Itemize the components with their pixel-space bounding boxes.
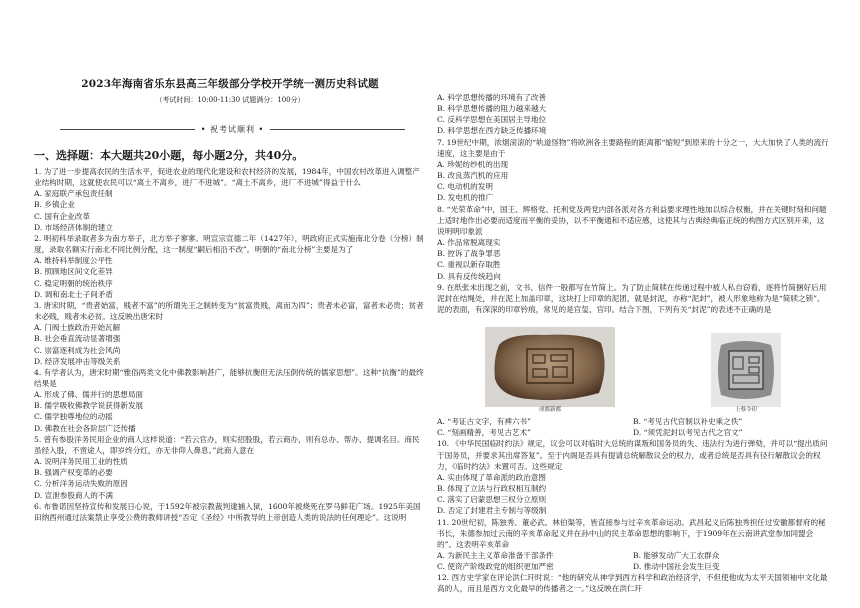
option-text: A. 家庭联产承包责任制: [34, 189, 113, 199]
section-heading: 一、选择题：本大题共20小题，每小题2分，共40分。: [34, 149, 304, 162]
figure-clay-seal-1: [485, 327, 615, 414]
question-text: 9. 在纸张未出现之前，文书、信件一般都写在竹简上。为了防止简牍在传递过程中被人私自窃看，逐将竹简捆好后用泥封在结绳处，并在泥上加盖印章，这块打上印章的泥团，就是封泥，亦称“泥封”，被人形象地称为是“简牍之锁”。泥的表面，有深深的印章钤痕，常见的是官玺、官印。结合下图，下列有关“封泥”的表述不正确的是: [437, 282, 827, 314]
question-text: 7. 19世纪中期，浓烟滚滚的“轨道怪物”将欧洲各主要路程的距离都“缩短”到原来的十分之一，大大加快了人类的流行速度，这主要是由于: [437, 137, 829, 158]
option-text: B. 照顾地区间文化差异: [34, 267, 113, 277]
option-text: A. 形成了佛、儒并行的思想局面: [34, 390, 144, 400]
left-column-questions: [34, 166, 426, 523]
question-text: 11. 20世纪初，陈独秀、董必武、林伯渠等，皆直接参与过辛亥革命运动。武昌起义后陈独秀担任过安徽都督府的秘书长，朱德参加过云南的辛亥革命起义并在孙中山的民主革命思想的影响下，于1909年在云南讲武堂参加同盟会的”。这表明辛亥革命: [437, 517, 826, 549]
question-text: 10. 《中华民国临时约法》规定，议会可以对临时大总统的谋叛和国务员的失、违法行为进行弹劾，并可以“提出质问于国务员，并要求其出席答复”。至于内阁是否具有提请总统解散议会的权力，或者总统是否具有径行解散议会的权力，《临时约法》未置可否。这些规定: [437, 439, 828, 471]
option-text: B. 乡镇企业: [34, 200, 75, 210]
question-text: 5. 曾有参股洋务民用企业的商人这样说道：“若云官办，则实招股股，若云商办，则有总办、帮办、提调名目。商民虽经入股，不啻途人，即岁终分红，亦无非仰人鼻息。”此商人意在: [34, 434, 420, 455]
question-text: 12. 西方史学家在评论洪仁玕时说：“他的研究从神学到西方科学和政治经济学，不但使他成为太平天国领袖中文化最高的人，而且是西方文化最早的传播者之一。”这反映在洪仁玕: [437, 573, 828, 594]
figure-area: [437, 318, 829, 414]
option-row: [437, 561, 829, 572]
option-text: B. 能够发动广大工农群众: [633, 551, 720, 560]
divider-right: [270, 129, 405, 130]
option-row: [437, 416, 829, 427]
option-text: D. “须凭泥封以考见古代之官文”: [633, 428, 743, 438]
option-text: D. 市场经济体制的建立: [34, 222, 113, 232]
clay-seal-image: [485, 327, 615, 407]
option-text: B. “考见古代官制以补史乘之佚”: [633, 417, 743, 427]
question-text: 3. 唐宋时期，“贵者始富，贱者不富”的所谓先王之制转变为“贫富贵贱，离而为四”；贵者未必富，富者未必贵；贫者未必贱，贱者未必贫。这反映出唐宋时: [34, 300, 424, 322]
good-luck-banner: [60, 124, 405, 135]
option-text: C. 崇富逐利成为社会风尚: [34, 345, 121, 355]
option-text: A. 珍妮纺纱机的出现: [437, 159, 509, 169]
option-text: A. “考证古文字，有裨六书”: [437, 417, 532, 427]
option-text: B. 改良蒸汽机的应用: [437, 171, 509, 181]
good-luck-text: • 祝考试顺利 •: [200, 125, 265, 134]
right-column-questions: [437, 92, 829, 595]
option-text: A. 实由体现了革命派的政治意图: [437, 472, 547, 482]
option-text: D. 发电机的推广: [437, 193, 494, 203]
option-text: C. 使资产阶级政党的组织更加严密: [437, 562, 554, 572]
figure-caption-1: 成都新都: [538, 407, 561, 414]
option-text: D. 佛教在社会各阶层广泛传播: [34, 423, 136, 433]
option-text: D. 推动中国社会发生巨变: [633, 562, 720, 572]
option-text: C. 落实了启蒙思想三权分立原则: [437, 495, 547, 505]
option-text: D. 经济发展冲击等级关系: [34, 356, 121, 366]
question-text: 1. 为了进一步提高农民的生活水平，促进农业的现代化建设和农村经济的发展，1984年，中国农村改革进入调整产业结构时期，这就使农民可以“离土不离乡，进厂不进城”。“离土不离乡，进厂不进城”得益于什么: [34, 167, 420, 188]
figure-caption-2: 上蔡令印: [734, 407, 757, 414]
option-text: D. 具有反传统趋向: [437, 271, 501, 281]
question-text: 6. 布鲁诺因坚持宣传和发展日心说，于1592年被宗教裁判逮捕入狱，1600年被烧死在罗马鲜花广场。1925年美国田纳西州通过法案禁止享受公费的教师讲授“否定《圣经》中所教导的上帝创造人类的说法的任何理论”。这说明: [34, 501, 421, 522]
option-text: B. 体现了立法与行政权相互制约: [437, 484, 547, 494]
right-top-questions: [437, 92, 829, 315]
option-text: B. 强调产权变革的必要: [34, 468, 113, 478]
option-row: [437, 550, 829, 561]
option-text: C. 稳定明朝的统治秩序: [34, 278, 113, 288]
figure-clay-seal-2: [711, 333, 781, 414]
question-text: 4. 有学者认为，唐宋时期“雅俗两类文化中佛教影响甚广，能够抗衡但无法压倒传统的儒家思想”。这种“抗衡”的最终结果是: [34, 367, 424, 388]
option-text: C. 国有企业改革: [34, 211, 90, 221]
option-text: A. 科学思想传播的环境有了改善: [437, 93, 547, 102]
option-text: C. 电动机的发明: [437, 182, 493, 192]
option-text: B. 科学思想传播的阻力越来越大: [437, 104, 547, 114]
option-text: C. “刻画精善，考见古艺术”: [437, 428, 532, 438]
option-text: A. 为新民主主义革命准备干部条件: [437, 551, 554, 560]
option-text: B. 社会垂直流动显著增强: [34, 334, 121, 344]
option-text: A. 门阀士族政治开始瓦解: [34, 323, 121, 333]
option-text: D. 科学思想在西方缺乏传播环境: [437, 126, 547, 136]
exam-time-info: （考试时间：10:00-11:30 试题满分：100分）: [155, 96, 305, 104]
option-row: [437, 427, 829, 438]
option-text: C. 反科学思想在美国居主导地位: [437, 115, 547, 125]
option-text: D. 否定了封建君主专制与等级制: [437, 506, 547, 516]
option-text: B. 控诉了战争罪恶: [437, 249, 501, 259]
option-text: A. 维持科举制度公平性: [34, 256, 113, 266]
divider-left: [60, 129, 195, 130]
option-text: C. 重视以新存取胜: [437, 260, 501, 270]
official-seal-image: [711, 333, 781, 407]
option-text: A. 说明洋务民用工业的性质: [34, 457, 128, 467]
option-text: D. 调和南北士子间矛盾: [34, 289, 113, 299]
exam-title: 2023年海南省乐东县高三年级部分学校开学统一测历史科试题: [81, 78, 379, 90]
option-text: B. 儒学吸收佛教学说获得新发展: [34, 401, 144, 411]
option-text: C. 分析洋务运动失败的原因: [34, 479, 128, 489]
option-text: A. 作品常脱离现实: [437, 238, 501, 248]
question-text: 8. “光荣革命”中，国王、辉格党、托利党及两党内部各派对各方利益要求理性地加以综合权衡，并在关键时刻和问题上适时地作出必要而适度而平衡的妥协，以不平衡通和不适应感，这使其与古典经典临正统的构图方式区别开来，这说明明印象派: [437, 204, 827, 236]
option-text: C. 儒学独尊地位的动摇: [34, 412, 113, 422]
right-bottom-questions: [437, 416, 829, 595]
question-text: 2. 明初科举录取者多为南方举子，北方举子寥寥。明宣宗宣德二年（1427年），明政府正式实施南北分卷（分榜）制度，录取名额实行南北不同比例分配，这一制度“嗣后相沿不改”。明朝的“南北分榜”主要是为了: [34, 233, 424, 255]
option-text: D. 宣泄参股商人的不满: [34, 490, 113, 500]
